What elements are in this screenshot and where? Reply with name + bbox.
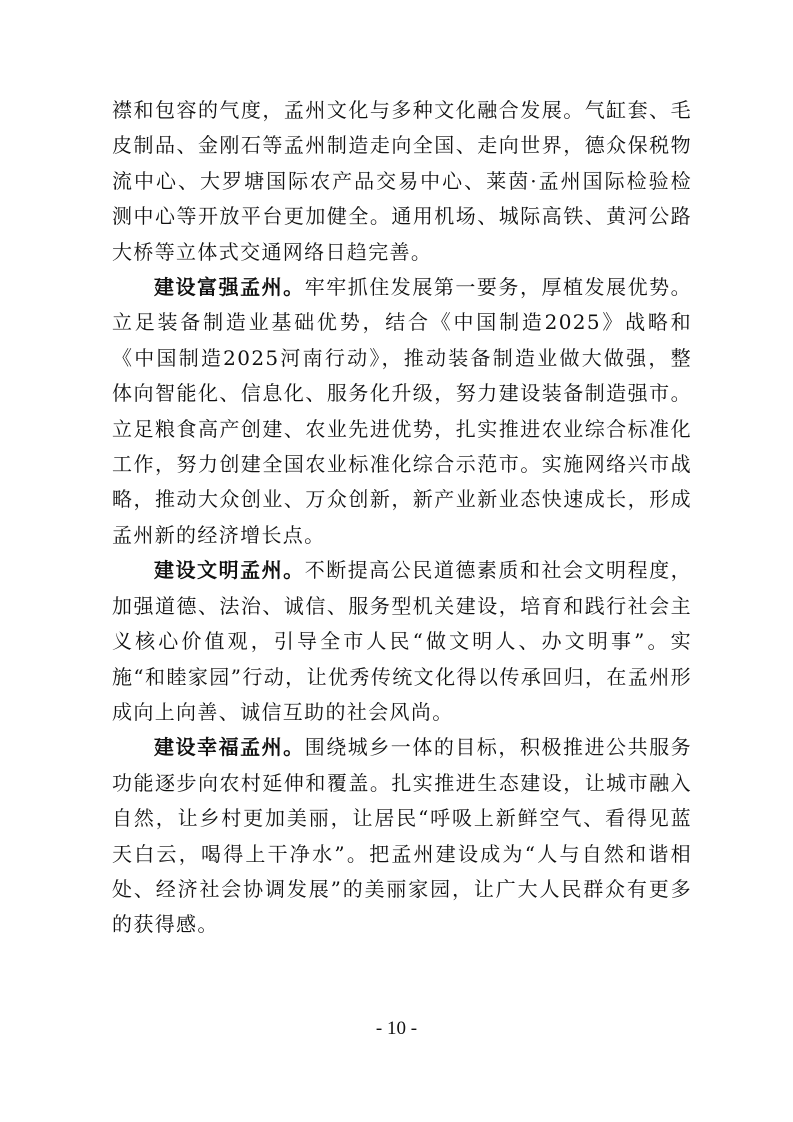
paragraph-prosperous-mengzhou — [112, 270, 692, 553]
paragraph-text: 不断提高公民道德素质和社会文明程度，加强道德、法治、诚信、服务型机关建设，培育和践行社会主义核心价值观，引导全市人民“做文明人、办文明事”。实施“和睦家园”行动，让优秀传统文化得以传承回归，在孟州形成向上向善、诚信互助的社会风尚。 — [112, 558, 692, 724]
body-text — [112, 93, 692, 943]
paragraph-text: 襟和包容的气度，孟州文化与多种文化融合发展。气缸套、毛皮制品、金刚石等孟州制造走向全国、走向世界，德众保税物流中心、大罗塘国际农产品交易中心、莱茵·孟州国际检验检测中心等开放平台更加健全。通用机场、城际高铁、黄河公路大桥等立体式交通网络日趋完善。 — [112, 98, 692, 264]
page-number: - 10 - — [375, 1018, 418, 1039]
paragraph-text: 围绕城乡一体的目标，积极推进公共服务功能逐步向农村延伸和覆盖。扎实推进生态建设，让城市融入自然，让乡村更加美丽，让居民“呼吸上新鲜空气、看得见蓝天白云，喝得上干净水”。把孟州建设成为“人与自然和谐相处、经济社会协调发展”的美丽家园，让广大人民群众有更多的获得感。 — [112, 735, 692, 937]
paragraph-text: 牢牢抓住发展第一要务，厚植发展优势。立足装备制造业基础优势，结合《中国制造2025》战略和《中国制造2025河南行动》，推动装备制造业做大做强，整体向智能化、信息化、服务化升级，努力建设装备制造强市。立足粮食高产创建、农业先进优势，扎实推进农业综合标准化工作，努力创建全国农业标准化综合示范市。实施网络兴市战略，推动大众创业、万众创新，新产业新业态快速成长，形成孟州新的经济增长点。 — [112, 275, 692, 547]
paragraph-happy-mengzhou — [112, 730, 692, 942]
paragraph-heading: 建设文明孟州。 — [154, 558, 305, 583]
paragraph-heading: 建设幸福孟州。 — [154, 735, 305, 760]
paragraph-civilized-mengzhou — [112, 553, 692, 730]
paragraph-intro-continued — [112, 93, 692, 270]
paragraph-heading: 建设富强孟州。 — [154, 275, 305, 300]
